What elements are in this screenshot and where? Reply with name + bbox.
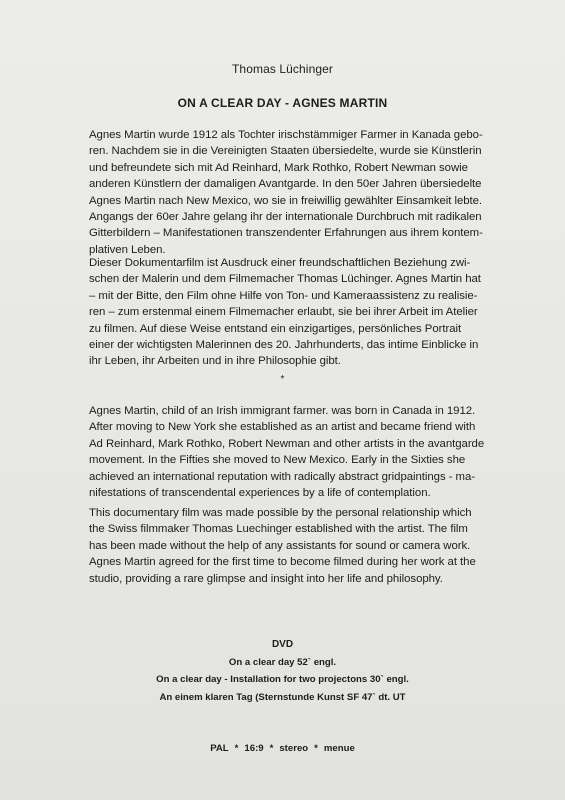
- text-line: ren – zum erstenmal einem Filmemacher erlaubt, sie bei ihrer Arbeit im Atelier: [89, 306, 478, 319]
- text-line: achieved an international reputation with radically abstract gridpaintings - ma-: [89, 470, 476, 483]
- dvd-item: On a clear day 52` engl.: [228, 656, 337, 668]
- text-line: the Swiss filmmaker Thomas Luechinger established with the artist. The film: [89, 523, 468, 536]
- spec-menu: menue: [323, 743, 355, 754]
- text-line: zu filmen. Auf diese Weise entstand ein einzigartiges, persönliches Portrait: [89, 322, 462, 335]
- spec-separator: *: [269, 743, 274, 754]
- text-line: Angangs der 60er Jahre gelang ihr der internationale Durchbruch mit radikalen: [89, 211, 482, 224]
- spec-separator: *: [314, 743, 318, 754]
- dvd-section: [0, 636, 565, 706]
- section-separator: *: [280, 374, 285, 385]
- text-line: This documentary film was made possible by the personal relationship which: [89, 507, 472, 519]
- author-name: Thomas Lüchinger: [232, 62, 333, 76]
- technical-specs: [0, 743, 565, 754]
- spec-aspect-ratio: 16:9: [244, 743, 264, 754]
- text-line: Agnes Martin, child of an Irish immigrant farmer. was born in Canada in 1912.: [89, 405, 476, 417]
- text-line: ihr Leben, ihr Arbeiten und in ihre Philosophie gibt.: [89, 355, 341, 368]
- text-line: nifestations of transcendental experiences by a life of contemplation.: [89, 487, 431, 500]
- paragraph-german-film: [89, 255, 489, 370]
- spec-audio: stereo: [279, 743, 309, 754]
- document-title: ON A CLEAR DAY - AGNES MARTIN: [177, 96, 388, 110]
- spec-video-format: PAL: [210, 743, 229, 754]
- text-line: anderen Künstlern der damaligen Avantgarde. In den 50er Jahren übersiedelte: [89, 178, 482, 191]
- dvd-item: An einem klaren Tag (Sternstunde Kunst SF 47` dt. UT: [159, 691, 406, 703]
- text-line: Agnes Martin nach New Mexico, wo sie in freiwillig gewählter Einsamkeit lebte.: [89, 194, 483, 207]
- text-line: Gitterbildern – Manifestationen transzendenter Erfahrungen aus ihrem kontem-: [89, 227, 483, 240]
- text-line: has been made without the help of any assistants for sound or camera work.: [89, 539, 471, 552]
- text-line: einer der wichtigsten Malerinnen des 20. Jahrhunderts, das intime Einblicke in: [89, 339, 479, 352]
- paragraph-german-biography: [89, 127, 489, 258]
- text-line: studio, providing a rare glimpse and insight into her life and philosophy.: [89, 572, 443, 585]
- paragraph-english-biography: [89, 403, 489, 501]
- spec-separator: *: [234, 743, 239, 754]
- text-line: movement. In the Fifties she moved to New Mexico. Early in the Sixties she: [89, 454, 466, 467]
- text-line: Ad Reinhard, Mark Rothko, Robert Newman and other artists in the avantgarde: [89, 437, 485, 450]
- text-line: Dieser Dokumentarfilm ist Ausdruck einer freundschaftlichen Beziehung zwi-: [89, 257, 471, 269]
- text-line: After moving to New York she established as an artist and became friend with: [89, 421, 476, 434]
- text-line: und befreundete sich mit Ad Reinhard, Mark Rothko, Robert Newman sowie: [89, 161, 468, 174]
- text-line: Agnes Martin wurde 1912 als Tochter irischstämmiger Farmer in Kanada gebo-: [89, 129, 483, 141]
- text-line: ren. Nachdem sie in die Vereinigten Staaten übersiedelte, wurde sie Künstlerin: [89, 145, 482, 158]
- text-line: – mit der Bitte, den Film ohne Hilfe von Ton- und Kameraassistenz zu realisie-: [89, 289, 478, 302]
- dvd-item: On a clear day - Installation for two projectons 30` engl.: [156, 674, 409, 685]
- dvd-heading: DVD: [271, 639, 294, 650]
- text-line: plativen Leben.: [89, 243, 166, 256]
- text-line: Agnes Martin agreed for the first time to become filmed during her work at the: [89, 556, 476, 569]
- text-line: schen der Malerin und dem Filmemacher Thomas Lüchinger. Agnes Martin hat: [89, 273, 481, 286]
- paragraph-english-film: [89, 505, 489, 587]
